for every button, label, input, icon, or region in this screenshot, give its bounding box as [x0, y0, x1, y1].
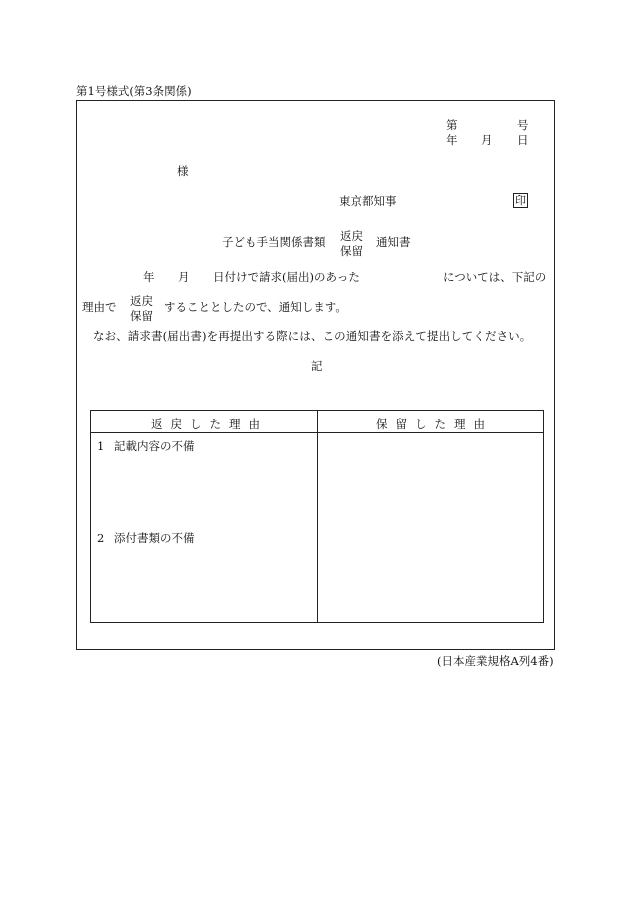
paper-size-note: (日本産業規格A列4番)	[437, 654, 554, 668]
reason-item-1-number: 1	[97, 439, 105, 453]
header-returned-reason: 返戻した理由	[151, 417, 268, 431]
reason-item-2-text: 添付書類の不備	[114, 531, 195, 545]
form-label: 第1号様式(第3条関係)	[76, 84, 192, 98]
body-year: 年	[143, 270, 155, 284]
date-year: 年	[446, 133, 458, 147]
date-day: 日	[517, 133, 529, 147]
body-line1-end: については、下記の	[443, 270, 547, 284]
body-line2-text: することとしたので、通知します。	[164, 300, 347, 314]
title-option-hold: 保留	[340, 244, 363, 258]
reasons-table	[90, 410, 544, 623]
seal-stamp: 印	[515, 194, 526, 207]
table-column-divider	[317, 411, 318, 622]
ki-marker: 記	[311, 359, 323, 373]
body-line1-text: 日付けで請求(届出)のあった	[213, 270, 360, 284]
body-option-hold: 保留	[130, 309, 153, 323]
body-line3: なお、請求書(届出書)を再提出する際には、この通知書を添えて提出してください。	[93, 329, 532, 343]
date-month: 月	[481, 133, 493, 147]
body-month: 月	[178, 270, 190, 284]
recipient-suffix: 様	[177, 164, 189, 178]
number-suffix: 号	[517, 118, 529, 132]
header-held-reason: 保留した理由	[376, 417, 493, 431]
reason-item-1-text: 記載内容の不備	[114, 439, 195, 453]
title-option-return: 返戻	[340, 229, 363, 243]
reason-item-2-number: 2	[97, 531, 105, 545]
number-prefix: 第	[446, 118, 458, 132]
body-option-return: 返戻	[130, 294, 153, 308]
body-line2-prefix: 理由で	[82, 300, 117, 314]
title-prefix: 子ども手当関係書類	[222, 235, 326, 249]
title-options	[340, 229, 363, 259]
sender-name: 東京都知事	[339, 194, 397, 208]
title-suffix: 通知書	[376, 235, 411, 249]
body-options	[130, 294, 153, 324]
